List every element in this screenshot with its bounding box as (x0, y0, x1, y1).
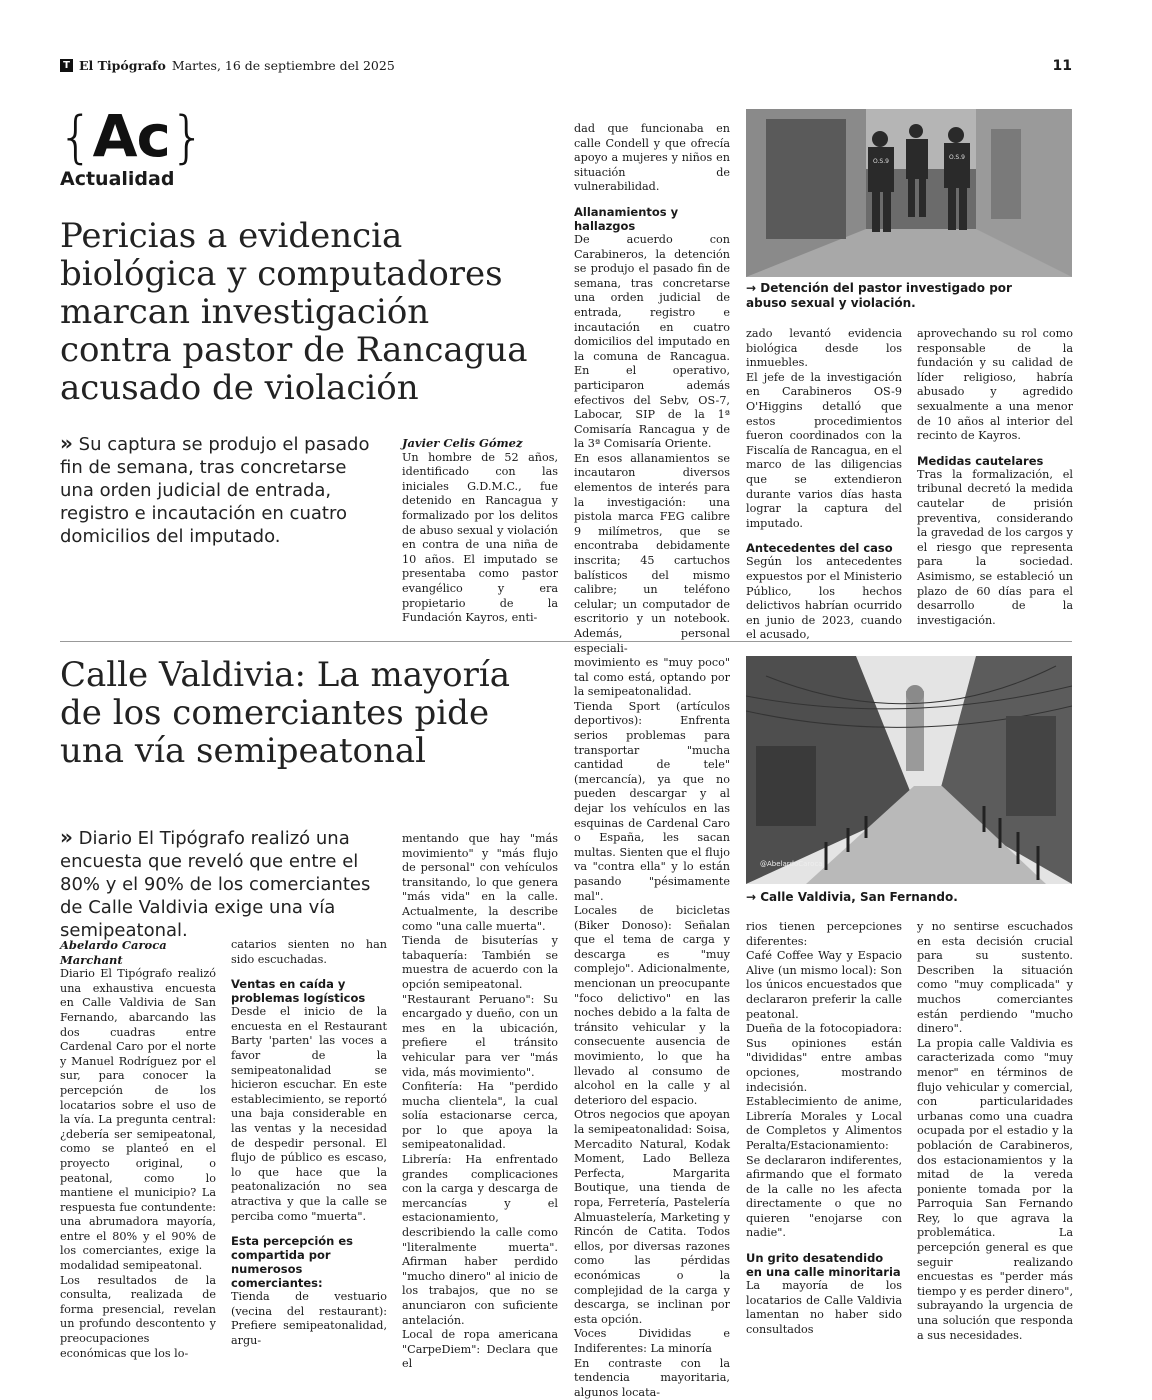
article2-col5-p5: La mayoría de los locatarios de Calle Valdivia lamentan no haber sido consultados (746, 1279, 902, 1337)
article2-col2-p2: Desde el inicio de la encuesta en el Restaurant Barty 'parten' las voces a favor de la semipeatonalidad se hicieron escuchar. En este establecimiento, se reportó una baja considerable en las ventas y la necesidad de despedir personal. El flujo de público es escaso, lo que hace que la peatonalización no sea atractiva y que la calle se perciba como "muerta". (231, 1005, 387, 1224)
article2-col4-p6: En contraste con la tendencia mayoritaria, algunos locata- (574, 1357, 730, 1400)
article1-photo (746, 109, 1072, 277)
article1-photo-caption (746, 281, 1046, 311)
article2-col3-p6: Local de ropa americana "CarpeDiem": Declara que el (402, 1328, 558, 1372)
section-label: Actualidad (60, 168, 174, 190)
article2-col5-p1: rios tienen percepciones diferentes: (746, 920, 902, 949)
arrow-right-icon: → (746, 281, 756, 295)
article1-col1-text: Un hombre de 52 años, identificado con las iniciales G.D.M.C., fue detenido en Rancagua y formalizado por los delitos de abuso sexual y violación en contra de una niña de 10 años. El imputado se presentaba como pastor evangélico y era propietario de la Fundación Kayros, enti- (402, 451, 558, 626)
article1-col3-p1: zado levantó evidencia biológica desde los inmuebles. (746, 327, 902, 371)
article2-col3-p2: Tienda de bisuterías y tabaquería: También se muestra de acuerdo con la opción semipeatonal. (402, 934, 558, 992)
article1-column-2 (574, 122, 730, 656)
article2-column-6 (917, 920, 1073, 1343)
article2-photo (746, 656, 1072, 884)
article2-headline: Calle Valdivia: La mayoría de los comerciantes pide una vía semipeatonal (60, 656, 540, 770)
article2-lead (60, 826, 380, 942)
article1-col3-p2: El jefe de la investigación en Carabineros OS-9 O'Higgins detalló que estos procedimientos fueron coordinados con la Fiscalía de Rancagua, en el marco de las diligencias que se extendieron durante varios días hasta lograr la captura del imputado. (746, 371, 902, 532)
section-close-brace: } (170, 105, 205, 170)
article1-lead-text: Su captura se produjo el pasado fin de semana, tras concretarse una orden judicial de entrada, registro e incautación en cuatro domicilios del imputado. (60, 434, 369, 547)
article1-col2-p3: En esos allanamientos se incautaron diversos elementos de interés para la investigación: una pistola marca FEG calibre 9 milímetros, que se encontraba debidamente inscrita; 45 cartuchos balísticos del mismo calibre; un teléfono celular; un computador de escritorio y un notebook. Además, personal especiali- (574, 452, 730, 656)
article-divider (60, 641, 1072, 642)
article2-col1-p2: Los resultados de la consulta, realizada de forma presencial, revelan un profundo descontento y preocupaciones económicas que los lo- (60, 1274, 216, 1362)
article1-subhead-medidas: Medidas cautelares (917, 454, 1073, 468)
article1-subhead-antecedentes: Antecedentes del caso (746, 541, 902, 555)
article1-column-1 (402, 436, 558, 626)
article2-column-1 (60, 938, 216, 1361)
section-code: Ac (93, 102, 170, 170)
article2-column-5 (746, 920, 902, 1337)
article2-col5-p3: Dueña de la fotocopiadora: Sus opiniones están "divididas" entre ambas opciones, mostrando indecisión. (746, 1022, 902, 1095)
article2-col1-p1: Diario El Tipógrafo realizó una exhaustiva encuesta en Calle Valdivia de San Fernando, abarcando las dos cuadras entre Cardenal Caro por el norte y Manuel Rodríguez por el sur, para conocer la percepción de los locatarios sobre el uso de la vía. La pregunta central: ¿debería ser semipeatonal, como se planteó en el proyecto original, o peatonal, como lo mantiene el municipio? La respuesta fue contundente: una abrumadora mayoría, entre el 80% y el 90% de los comerciantes, exige la modalidad semipeatonal. (60, 967, 216, 1273)
article1-headline: Pericias a evidencia biológica y computadores marcan investigación contra pastor de Rancagua acusado de violación (60, 217, 540, 407)
article2-col5-p2: Café Coffee Way y Espacio Alive (un mismo local): Son los únicos encuestados que declararon preferir la calle peatonal. (746, 949, 902, 1022)
publication-name: El Tipógrafo (79, 58, 166, 73)
article2-col3-p3: "Restaurant Peruano": Su encargado y dueño, con un mes en la ubicación, prefiere el tránsito vehicular para ver "más vida, más movimiento". (402, 993, 558, 1081)
article2-caption-text: Calle Valdivia, San Fernando. (760, 890, 958, 904)
article2-byline: Abelardo Caroca Marchant (60, 938, 216, 967)
arrow-right-icon: → (746, 890, 756, 904)
article2-col6-p2: La propia calle Valdivia es caracterizada como "muy menor" en términos de flujo vehicular y comercial, con particularidades urbanas como una cuadra ocupada por el estadio y la población de Carabineros, dos estacionamientos y la mitad de la vereda poniente tomada por la Parroquia San Fernando Rey, lo que agrava la problemática. La percepción general es que seguir realizando encuestas es "perder más tiempo y es perder dinero", subrayando la urgencia de una solución que responda a sus necesidades. (917, 1037, 1073, 1343)
arrest-photo-illustration (746, 109, 1072, 277)
article2-column-4 (574, 656, 730, 1400)
article1-caption-text: Detención del pastor investigado por abuso sexual y violación. (746, 281, 1012, 310)
article2-col3-p4: Confitería: Ha "perdido mucha clientela", la cual solía estacionarse cerca, por lo que apoya la semipeatonalidad. (402, 1080, 558, 1153)
svg-text:O.S.9: O.S.9 (873, 158, 889, 165)
publication-logo-icon: T (60, 59, 73, 72)
svg-text:O.S.9: O.S.9 (949, 154, 965, 161)
article2-col4-p3: Locales de bicicletas (Biker Donoso): Señalan que el tema de carga y descarga es "muy complejo". Adicionalmente, mencionan un preocupante "foco delictivo" en las noches debido a la falta de tránsito vehicular y la consecuente ausencia de movimiento, lo que ha llevado al consumo de alcohol en la calle y al deterioro del espacio. (574, 904, 730, 1108)
article2-col4-p1: movimiento es "muy poco" tal como está, optando por la semipeatonalidad. (574, 656, 730, 700)
article2-subhead-grito: Un grito desatendido en una calle minoritaria (746, 1251, 902, 1279)
article2-photo-credit: @AbelardoCaroca (760, 860, 823, 868)
article1-subhead-allanamientos: Allanamientos y hallazgos (574, 205, 730, 233)
quote-mark-icon: » (60, 431, 73, 455)
article2-col6-p1: y no sentirse escuchados en esta decisión crucial para su sustento. Describen la situación como "muy complicada" y muchos comerciantes están perdiendo "mucho dinero". (917, 920, 1073, 1037)
article2-column-2 (231, 938, 387, 1348)
article2-col2-p3: Tienda de vestuario (vecina del restaurant): Prefiere semipeatonalidad, argu- (231, 1290, 387, 1348)
article1-lead (60, 432, 380, 548)
article2-col4-p4: Otros negocios que apoyan la semipeatonalidad: Soisa, Mercadito Natural, Kodak Moment, Lado Belleza Perfecta, Margarita Boutique, una tienda de ropa, Ferretería, Pastelería Almuastelería, Marketing y Rincón de Catita. Todos ellos, por diversas razones como las pérdidas económicas o la complejidad de la carga y descarga, se inclinan por esta opción. (574, 1108, 730, 1327)
article2-photo-caption (746, 890, 1046, 905)
article2-subhead-ventas: Ventas en caída y problemas logísticos (231, 977, 387, 1005)
article1-byline: Javier Celis Gómez (402, 436, 558, 451)
article2-col4-p2: Tienda Sport (artículos deportivos): Enfrenta serios problemas para transportar "mucha cantidad de tele" (mercancía), ya que no pueden descargar y al dejar los vehículos en las esquinas de Cardenal Caro o España, les sacan multas. Sienten que el flujo va "contra ella" y lo están pasando "pésimamente mal". (574, 700, 730, 904)
page-number: 11 (1053, 58, 1072, 74)
article1-col4-p1: aprovechando su rol como responsable de la fundación y su calidad de líder religioso, habría abusado y agredido sexualmente a una menor de 10 años al interior del recinto de Kayros. (917, 327, 1073, 444)
section-open-brace: { (58, 105, 93, 170)
article1-col3-p3: Según los antecedentes expuestos por el Ministerio Público, los hechos delictivos habrían ocurrido en junio de 2023, cuando el acusado, (746, 555, 902, 643)
article1-column-3 (746, 327, 902, 643)
issue-date: Martes, 16 de septiembre del 2025 (172, 58, 395, 73)
article1-column-4 (917, 327, 1073, 628)
article2-column-3 (402, 832, 558, 1372)
article1-col4-p2: Tras la formalización, el tribunal decretó la medida cautelar de prisión preventiva, considerando la gravedad de los cargos y el riesgo que representa para la sociedad. Asimismo, se estableció un plazo de 60 días para el desarrollo de la investigación. (917, 468, 1073, 629)
article2-col3-p1: mentando que hay "más movimiento" y "más flujo de personal" con vehículos transitando, lo que genera "más vida" en la calle. Actualmente, la describe como "una calle muerta". (402, 832, 558, 934)
section-mark (58, 102, 205, 172)
quote-mark-icon: » (60, 825, 73, 849)
article2-col3-p5: Librería: Ha enfrentado grandes complicaciones con la carga y descarga de mercancías y el estacionamiento, describiendo la calle como "literalmente muerta". Afirman haber perdido "mucho dinero" al inicio de los trabajos, que no se anunciaron con suficiente antelación. (402, 1153, 558, 1328)
article2-col2-p1: catarios sienten no han sido escuchadas. (231, 938, 387, 967)
article1-col2-p2: De acuerdo con Carabineros, la detención se produjo el pasado fin de semana, tras concretarse una orden judicial de entrada, registro e incautación en cuatro domicilios del imputado en la comuna de Rancagua. En el operativo, participaron además efectivos del Sebv, OS-7, Labocar, SIP de la 1ª Comisaría Rancagua y de la 3ª Comisaría Oriente. (574, 233, 730, 452)
article2-col4-p5: Voces Divididas e Indiferentes: La minoría (574, 1327, 730, 1356)
page-header (60, 58, 395, 73)
article2-lead-text: Diario El Tipógrafo realizó una encuesta que reveló que entre el 80% y el 90% de los comerciantes de Calle Valdivia exige una vía semipeatonal. (60, 828, 370, 941)
article2-subhead-percepcion: Esta percepción es compartida por numerosos comerciantes: (231, 1234, 387, 1290)
street-photo-illustration (746, 656, 1072, 884)
article1-col2-p1: dad que funcionaba en calle Condell y que ofrecía apoyo a mujeres y niños en situación de vulnerabilidad. (574, 122, 730, 195)
article2-col5-p4: Establecimiento de anime, Librería Morales y Local de Completos y Alimentos Peralta/Estacionamiento: Se declararon indiferentes, afirmando que el formato de la calle no les afecta directamente o que no quieren "enojarse con nadie". (746, 1095, 902, 1241)
